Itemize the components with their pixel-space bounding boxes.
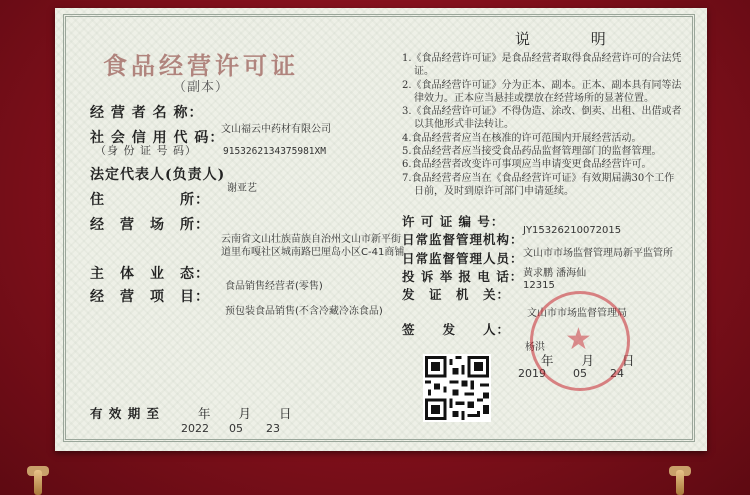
notes-title: 说 明 (515, 30, 634, 48)
qr-code-icon[interactable] (423, 354, 491, 422)
legal-rep-label: 法定代表人(负责人) (90, 167, 226, 183)
tassel-left (34, 470, 42, 495)
sign-year: 2019 (518, 367, 546, 380)
sign-day: 24 (610, 367, 624, 380)
business-items-value: 预包装食品销售(不含冷藏冷冻食品) (225, 306, 383, 317)
issuing-authority-value: 文山市市场监督管理局 (527, 308, 627, 319)
tassel-right (676, 470, 684, 495)
signer-value: 杨洪 (525, 342, 545, 353)
business-site-value-line2: 道里布嘎社区城南路巴厘岛小区C-41商铺 (221, 247, 405, 258)
note-item: 1.《食品经营许可证》是食品经营者取得食品经营许可的合法凭证。 (402, 53, 682, 78)
operator-value: 文山福云中药材有限公司 (221, 124, 331, 135)
note-item: 2.《食品经营许可证》分为正本、副本。正本、副本具有同等法律效力。正本应当悬挂或摆放在经营场所的显著位置。 (402, 79, 682, 104)
business-items-label: 经 营 项 目： (90, 289, 210, 305)
credit-code-label: 社 会 信 用 代 码： (90, 130, 225, 146)
complaint-phone-label: 投 诉 举 报 电 话： (402, 269, 524, 284)
valid-year: 2022 (181, 422, 209, 435)
license-number-value: JY15326210072015 (523, 225, 622, 236)
sign-month: 05 (573, 367, 587, 380)
supervision-agency-label: 日常监督管理机构： (402, 232, 524, 247)
document-subtitle: （副本） (173, 80, 230, 95)
note-item: 4.食品经营者应当在核准的许可范围内开展经营活动。 (402, 132, 642, 144)
valid-until-ymd: 年 月 日 (198, 406, 293, 421)
business-type-label: 主 体 业 态： (90, 266, 210, 282)
note-item: 5.食品经营者应当接受食品药品监督管理部门的监督管理。 (402, 146, 662, 158)
notes-list (402, 52, 682, 198)
valid-month: 05 (229, 422, 243, 435)
sign-date-ymd: 年 月 日 (541, 353, 636, 368)
valid-day: 23 (266, 422, 280, 435)
operator-label: 经 营 者 名 称： (90, 105, 204, 121)
supervision-staff-value: 黄求鹏 潘海仙 (523, 268, 587, 279)
legal-rep-value: 谢亚艺 (227, 183, 257, 194)
signer-label: 签 发 人： (402, 322, 511, 337)
issuing-authority-label: 发 证 机 关： (402, 287, 511, 302)
license-document (55, 8, 707, 451)
supervision-agency-value: 文山市市场监督管理局新平监管所 (523, 248, 673, 259)
credit-code-value: 9153262134375981XM (223, 146, 326, 157)
business-site-value-line1: 云南省文山壮族苗族自治州文山市新平街 (221, 234, 401, 245)
note-item: 3.《食品经营许可证》不得伪造、涂改、倒卖、出租、出借或者以其他形式非法转让。 (402, 106, 682, 131)
document-title: 食品经营许可证 (103, 51, 299, 80)
license-number-label: 许 可 证 编 号： (402, 214, 505, 229)
supervision-staff-label: 日常监督管理人员： (402, 251, 524, 266)
id-number-label: （身 份 证 号 码） (95, 144, 197, 157)
note-item: 7.食品经营者应当在《食品经营许可证》有效期届满30个工作日前，及时到原许可部门申请延续。 (402, 172, 675, 197)
note-item: 6.食品经营者改变许可事项应当申请变更食品经营许可。 (402, 159, 652, 171)
complaint-phone-value: 12315 (523, 280, 555, 291)
valid-until-label: 有 效 期 至 (90, 406, 161, 421)
business-type-value: 食品销售经营者(零售) (225, 281, 323, 292)
business-site-label: 经 营 场 所： (90, 217, 210, 233)
address-label: 住 所： (90, 192, 210, 208)
seal-star-icon: ★ (565, 322, 592, 357)
